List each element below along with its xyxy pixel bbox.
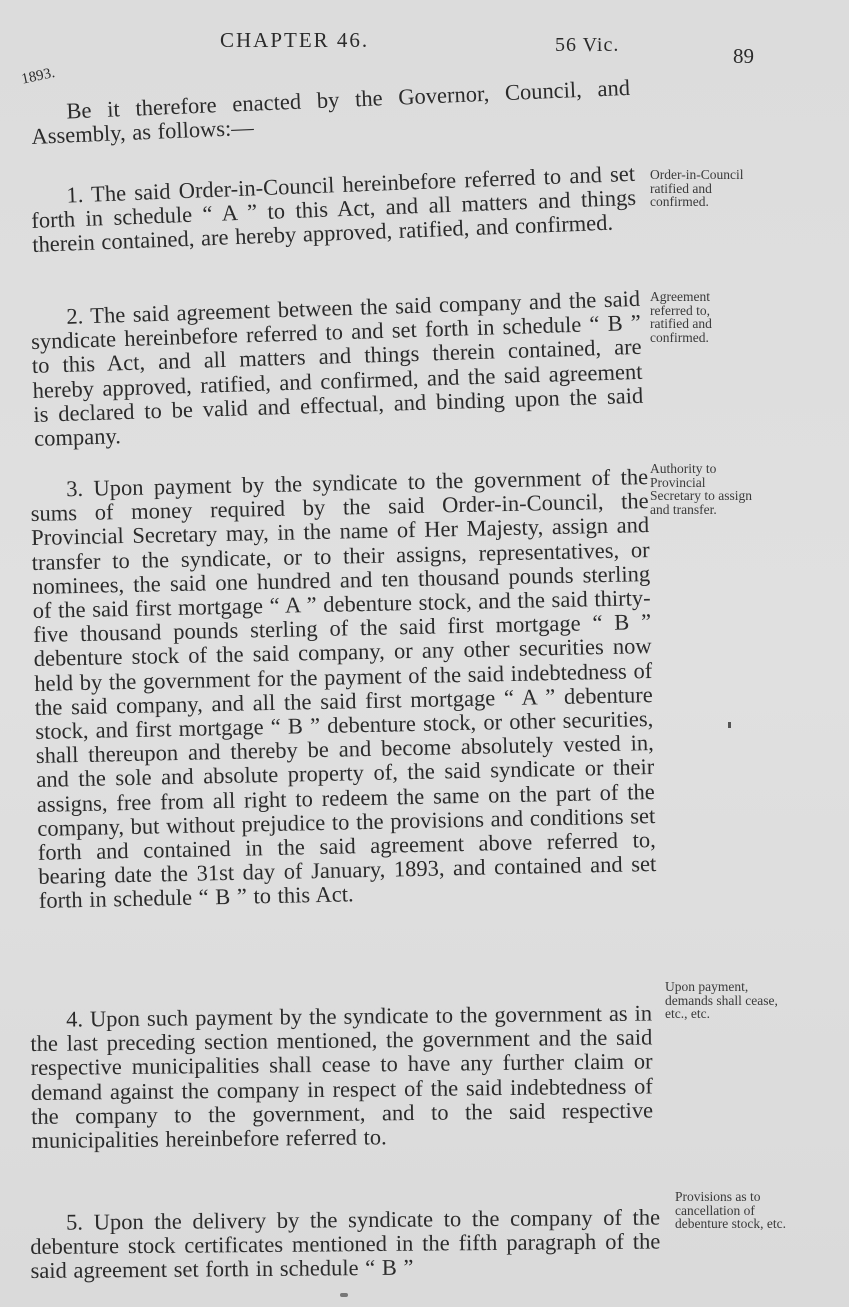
margin-note-5: Provisions as to cancellation of debenture stock, etc. xyxy=(675,1189,786,1231)
year-margin: 1893. xyxy=(20,64,57,88)
margin-note-2: Agreement referred to, ratified and confirmed. xyxy=(650,289,712,345)
chapter-heading: CHAPTER 46. xyxy=(220,28,370,52)
margin-note-4: Upon payment, demands shall cease, etc., etc. xyxy=(665,979,778,1021)
section-1: 1. The said Order-in-Council hereinbefore referred to and set forth in schedule “ A ” to this Act, and all matters and things therein contained, are hereby approved, ratified, and confirmed. xyxy=(30,160,637,257)
preamble: Be it therefore enacted by the Governor, Council, and Assembly, as follows:— xyxy=(30,74,631,149)
ink-speck xyxy=(728,722,731,728)
margin-note-1: Order-in-Council ratified and confirmed. xyxy=(650,167,744,209)
page-number: 89 xyxy=(733,44,754,68)
section-3: 3. Upon payment by the syndicate to the government of the sums of money required by the said Order-in-Council, the Provincial Secretary may, in the name of Her Majesty, assign and transfer to the syndicate, or to their assigns, representatives, or nominees, the said one hundred and ten thousand pounds sterling of the said first mortgage “ A ” debenture stock, and the said thirty-five thousand pounds sterling of the said first mortgage “ B ” debenture stock of the said company, or any other securities now held by the government for the payment of the said indebtedness of the said company, and all the said first mortgage “ A ” debenture stock, and first mortgage “ B ” debenture stock, or other securities, shall thereupon and thereby be and become absolutely vested in, and the sole and absolute property of, the said syndicate or their assigns, free from all right to redeem the same on the part of the company, but without prejudice to the provisions and conditions set forth and contained in the said agreement above referred to, bearing date the 31st day of January, 1893, and contained and set forth in schedule “ B ” to this Act. xyxy=(30,463,657,913)
running-header xyxy=(0,20,849,68)
section-5: 5. Upon the delivery by the syndicate to the company of the debenture stock certificates mentioned in the fifth paragraph of the said agreement set forth in schedule “ B ” xyxy=(30,1204,661,1283)
section-2: 2. The said agreement between the said company and the said syndicate hereinbefore referred to and set forth in schedule “ B ” to this Act, and all matters and things therein contained, are hereby approved, ratified, and confirmed, and the said agreement is declared to be valid and effectual, and binding upon the said company. xyxy=(30,285,644,451)
section-4: 4. Upon such payment by the syndicate to the government as in the last preceding section mentioned, the government and the said respective municipalities shall cease to have any further claim or demand against the company in respect of the said indebtedness of the company to the government, and to the said respective municipalities hereinbefore referred to. xyxy=(30,999,654,1153)
margin-note-3: Authority to Provincial Secretary to assign and transfer. xyxy=(650,461,752,517)
regnal-year: 56 Vic. xyxy=(555,34,620,56)
ink-dot xyxy=(340,1293,348,1297)
